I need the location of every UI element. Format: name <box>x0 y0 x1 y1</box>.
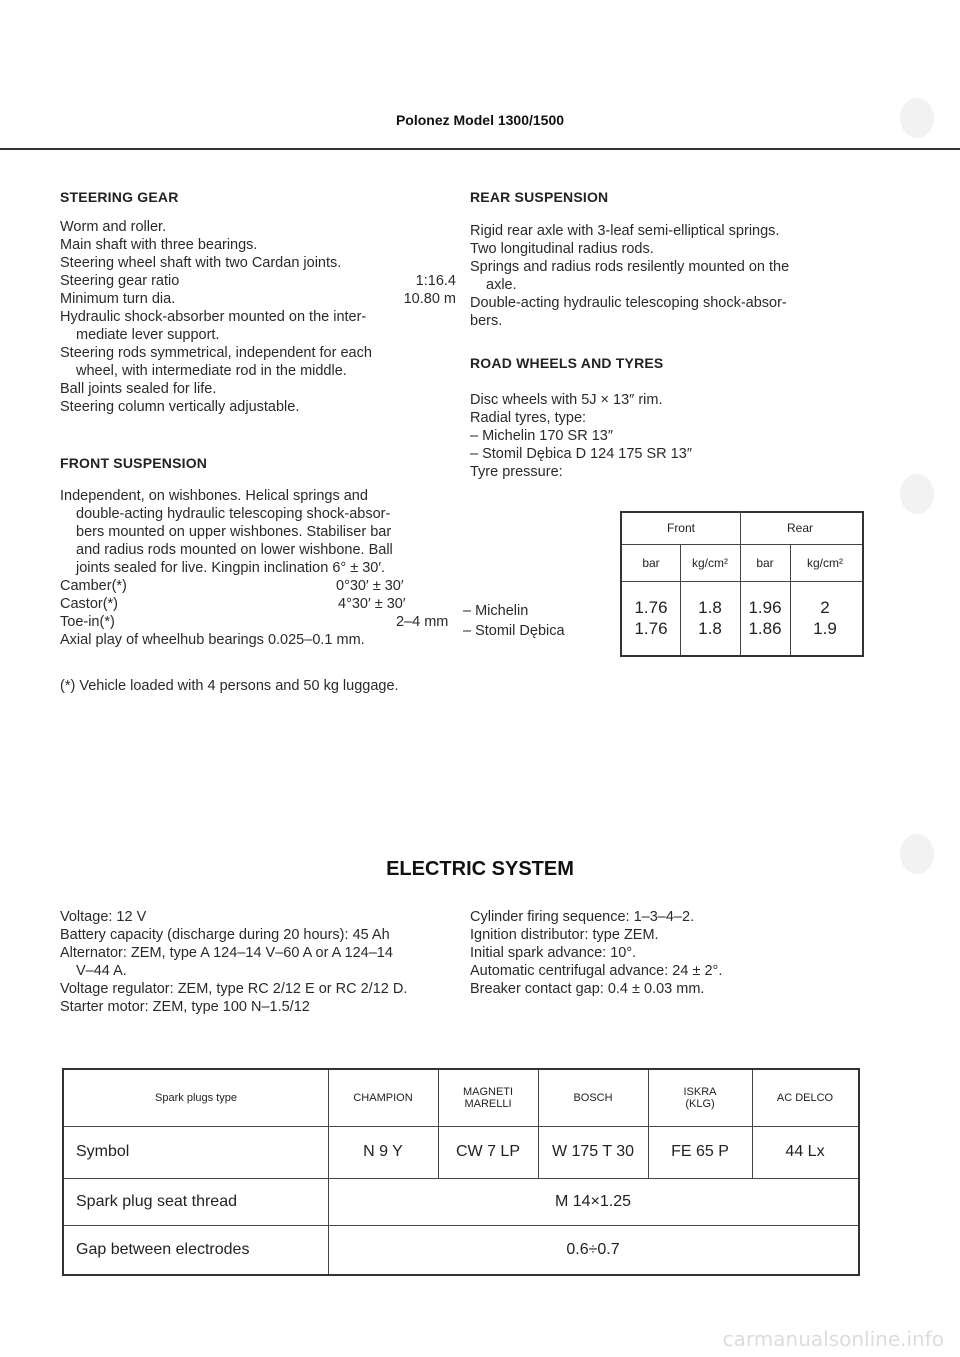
table-rule <box>622 655 862 657</box>
symbol-row-label: Symbol <box>76 1143 130 1160</box>
michelin-front-bar: 1.76 <box>634 598 668 617</box>
castor-value: 4°30′ ± 30′ <box>338 596 406 612</box>
front-line: bers mounted on upper wishbones. Stabiliser bar <box>76 524 392 540</box>
electric-right-text <box>470 908 870 998</box>
stomil-front-kg: 1.8 <box>698 619 722 638</box>
rear-line: Two longitudinal radius rods. <box>470 241 654 257</box>
steering-line: Worm and roller. <box>60 219 167 235</box>
binding-hole-mark <box>900 98 934 138</box>
thread-value: M 14×1.25 <box>554 1192 632 1210</box>
steering-ratio-row <box>60 272 456 290</box>
front-suspension-heading: FRONT SUSPENSION <box>60 455 208 471</box>
wheels-line: Disc wheels with 5J × 13″ rim. <box>470 392 663 408</box>
michelin-rear-bar: 1.96 <box>748 598 782 617</box>
symbol-iskra: FE 65 P <box>671 1143 729 1160</box>
wheels-line: Tyre pressure: <box>470 464 563 480</box>
brand-champion: CHAMPION <box>353 1092 413 1104</box>
steering-line: Main shaft with three bearings. <box>60 237 258 253</box>
brand-iskra: ISKRA (KLG) <box>683 1086 717 1110</box>
tyre-pressure-table <box>620 511 864 657</box>
symbol-magneti-marelli: CW 7 LP <box>455 1143 520 1160</box>
stomil-row-label: – Stomil Dębica <box>463 623 565 639</box>
spark-plugs-type-header: Spark plugs type <box>155 1092 237 1104</box>
rear-column-header: Rear <box>786 521 813 535</box>
michelin-front-kg: 1.8 <box>698 598 722 617</box>
front-line: and radius rods mounted on lower wishbone. Ball <box>76 542 393 558</box>
wheels-line: – Stomil Dębica D 124 175 SR 13″ <box>470 446 692 462</box>
steering-line: mediate lever support. <box>76 327 220 343</box>
brand-ac-delco: AC DELCO <box>776 1092 834 1104</box>
turn-dia-row <box>60 290 456 308</box>
gap-row-label: Gap between electrodes <box>76 1240 250 1258</box>
steering-line: wheel, with intermediate rod in the middle. <box>76 363 347 379</box>
steering-line: Steering rods symmetrical, independent for each <box>60 345 372 361</box>
table-rule <box>622 544 862 545</box>
electric-line: Breaker contact gap: 0.4 ± 0.03 mm. <box>470 981 705 997</box>
load-footnote: (*) Vehicle loaded with 4 persons and 50 kg luggage. <box>60 678 399 694</box>
castor-label: Castor(*) <box>60 596 119 612</box>
binding-hole-mark <box>900 474 934 514</box>
michelin-row-label: – Michelin <box>463 603 529 619</box>
electric-line: Automatic centrifugal advance: 24 ± 2°. <box>470 963 723 979</box>
electric-line: Starter motor: ZEM, type 100 N–1.5/12 <box>60 999 310 1015</box>
tyre-row-labels <box>463 601 565 641</box>
rear-suspension-text <box>470 222 870 330</box>
rear-suspension-heading: REAR SUSPENSION <box>470 189 609 205</box>
gap-value: 0.6÷0.7 <box>566 1240 620 1258</box>
camber-label: Camber(*) <box>60 578 127 594</box>
camber-value: 0°30′ ± 30′ <box>336 578 404 594</box>
brand-magneti-marelli: MAGNETI MARELLI <box>462 1086 514 1110</box>
symbol-champion: N 9 Y <box>363 1143 403 1160</box>
front-line: Axial play of wheelhub bearings 0.025–0.1 mm. <box>60 632 365 648</box>
electric-line: Alternator: ZEM, type A 124–14 V–60 A or A 124–14 <box>60 945 393 961</box>
steering-ratio-label: Steering gear ratio <box>60 273 180 289</box>
steering-line: Hydraulic shock-absorber mounted on the inter- <box>60 309 367 325</box>
rear-line: Rigid rear axle with 3-leaf semi-elliptical springs. <box>470 223 780 239</box>
rear-line: Double-acting hydraulic telescoping shock-absor- <box>470 295 787 311</box>
page-header-title: Polonez Model 1300/1500 <box>395 112 565 128</box>
steering-line: Steering column vertically adjustable. <box>60 399 300 415</box>
camber-row <box>60 577 456 595</box>
electric-left-text <box>60 908 460 1016</box>
steering-line: Steering wheel shaft with two Cardan joints. <box>60 255 342 271</box>
header-rule <box>0 148 960 150</box>
thread-row-label: Spark plug seat thread <box>76 1192 237 1210</box>
wheels-text <box>470 391 870 481</box>
rear-line: axle. <box>486 277 517 293</box>
stomil-rear-kg: 1.9 <box>813 619 837 638</box>
unit-kg-rear: kg/cm² <box>807 556 843 570</box>
michelin-rear-kg: 2 <box>820 598 830 617</box>
wheels-line: Radial tyres, type: <box>470 410 587 426</box>
unit-bar-rear: bar <box>756 556 774 570</box>
unit-bar-front: bar <box>642 556 660 570</box>
toe-in-row <box>60 613 456 631</box>
front-line: Independent, on wishbones. Helical springs and <box>60 488 368 504</box>
wheels-heading: ROAD WHEELS AND TYRES <box>470 355 664 371</box>
steering-text <box>60 218 456 416</box>
front-suspension-text <box>60 487 456 649</box>
castor-row <box>60 595 456 613</box>
steering-line: Ball joints sealed for life. <box>60 381 217 397</box>
electric-system-heading: ELECTRIC SYSTEM <box>386 858 574 880</box>
toe-in-value: 2–4 mm <box>396 614 449 630</box>
toe-in-label: Toe-in(*) <box>60 614 115 630</box>
stomil-rear-bar: 1.86 <box>748 619 782 638</box>
steering-heading: STEERING GEAR <box>60 189 179 205</box>
brand-bosch: BOSCH <box>573 1092 613 1104</box>
electric-line: Cylinder firing sequence: 1–3–4–2. <box>470 909 695 925</box>
rear-line: Springs and radius rods resilently mounted on the <box>470 259 790 275</box>
unit-kg-front: kg/cm² <box>692 556 728 570</box>
front-line: double-acting hydraulic telescoping shock-absor- <box>76 506 391 522</box>
turn-dia-label: Minimum turn dia. <box>60 291 176 307</box>
table-rule <box>622 511 862 513</box>
electric-line: Battery capacity (discharge during 20 hours): 45 Ah <box>60 927 390 943</box>
wheels-line: – Michelin 170 SR 13″ <box>470 428 613 444</box>
electric-line: V–44 A. <box>76 963 127 979</box>
electric-line: Initial spark advance: 10°. <box>470 945 637 961</box>
steering-ratio-value: 1:16.4 <box>415 273 456 289</box>
spark-plug-table <box>62 1068 860 1276</box>
table-rule <box>622 581 862 582</box>
electric-line: Ignition distributor: type ZEM. <box>470 927 659 943</box>
symbol-bosch: W 175 T 30 <box>551 1143 635 1160</box>
site-watermark: carmanualsonline.info <box>722 1327 944 1351</box>
electric-line: Voltage: 12 V <box>60 909 147 925</box>
rear-line: bers. <box>470 313 503 329</box>
symbol-ac-delco: 44 Lx <box>785 1143 825 1160</box>
stomil-front-bar: 1.76 <box>634 619 668 638</box>
front-line: joints sealed for live. Kingpin inclination 6° ± 30′. <box>76 560 386 576</box>
turn-dia-value: 10.80 m <box>403 291 456 307</box>
front-column-header: Front <box>666 521 695 535</box>
electric-line: Voltage regulator: ZEM, type RC 2/12 E or RC 2/12 D. <box>60 981 408 997</box>
